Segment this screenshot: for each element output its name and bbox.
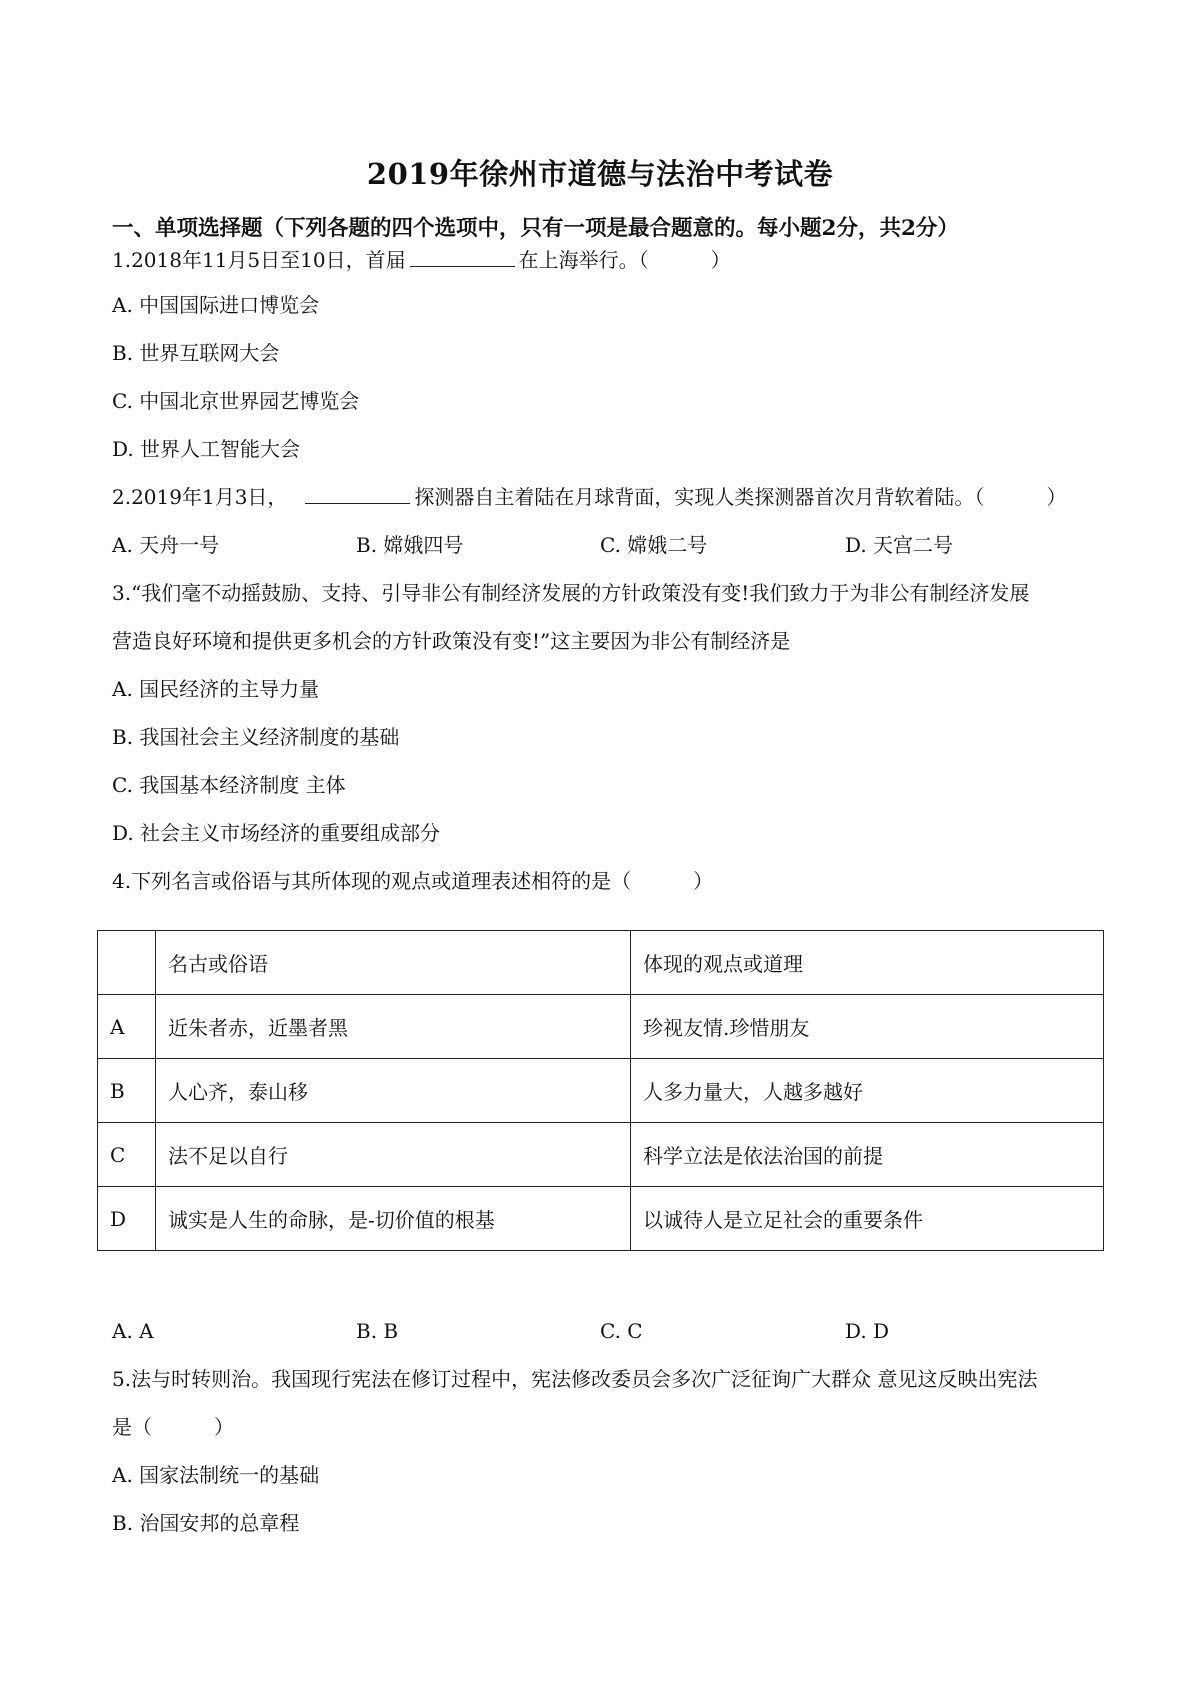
- table-cell: 近朱者赤，近墨者黑: [156, 995, 631, 1059]
- table-cell: 科学立法是依法治国的前提: [631, 1123, 1104, 1187]
- paren-close: ）: [1046, 485, 1067, 509]
- table-row: [98, 1059, 1104, 1123]
- question-text: 在上海举行。（: [518, 248, 649, 272]
- question-2-option-b: B. 嫦娥四号: [356, 533, 464, 557]
- question-3-option-a: A. 国民经济的主导力量: [112, 677, 320, 701]
- question-2-option-c: C. 嫦娥二号: [600, 533, 708, 557]
- table-row: [98, 995, 1104, 1059]
- table-cell: B: [98, 1059, 156, 1123]
- question-5-stem-line2: [112, 1412, 234, 1442]
- question-5-option-b: B. 治国安邦的总章程: [112, 1511, 300, 1535]
- paren-close: ）: [693, 869, 714, 893]
- table-cell: A: [98, 995, 156, 1059]
- table-cell: 珍视友情.珍惜朋友: [631, 995, 1104, 1059]
- question-3-option-d: D. 社会主义市场经济的重要组成部分: [112, 821, 441, 845]
- table-cell: 诚实是人生的命脉，是-切价值的根基: [156, 1187, 631, 1251]
- question-4-table: [97, 930, 1104, 1251]
- question-5-option-a: A. 国家法制统一的基础: [112, 1463, 320, 1487]
- question-text: 探测器自主着陆在月球背面，实现人类探测器首次月背软着陆。（: [414, 485, 985, 509]
- question-5-stem-line1: 5.法与时转则治。我国现行宪法在修订过程中，宪法修改委员会多次广泛征询广大群众 意见这反映出宪法: [112, 1367, 1038, 1391]
- question-1-stem: [112, 245, 731, 275]
- table-cell: C: [98, 1123, 156, 1187]
- table-header-cell: 体现的观点或道理: [631, 931, 1104, 995]
- question-2-stem: [112, 482, 1066, 512]
- question-4-option-d: D. D: [845, 1319, 890, 1343]
- question-1-option-d: D. 世界人工智能大会: [112, 437, 301, 461]
- section-heading: 一、单项选择题（下列各题的四个选项中，只有一项是最合题意的。每小题2分，共2分）: [112, 216, 959, 241]
- question-3-stem-line2: 营造良好环境和提供更多机会的方针政策没有变!”这主要因为非公有制经济是: [112, 629, 791, 653]
- table-row: [98, 1187, 1104, 1251]
- question-4-option-c: C. C: [600, 1319, 643, 1343]
- question-2-option-d: D. 天宫二号: [845, 533, 954, 557]
- table-cell: 法不足以自行: [156, 1123, 631, 1187]
- question-text: 4.下列名言或俗语与其所体现的观点或道理表述相符的是（: [112, 869, 632, 893]
- question-1-option-b: B. 世界互联网大会: [112, 341, 280, 365]
- page-title: 2019年徐州市道德与法治中考试卷: [366, 157, 834, 191]
- question-3-option-b: B. 我国社会主义经济制度的基础: [112, 725, 400, 749]
- table-cell: D: [98, 1187, 156, 1251]
- table-cell: 人心齐，泰山移: [156, 1059, 631, 1123]
- question-1-option-c: C. 中国北京世界园艺博览会: [112, 389, 360, 413]
- table-header-cell: 名古或俗语: [156, 931, 631, 995]
- table-cell: [98, 931, 156, 995]
- question-2-option-a: A. 天舟一号: [112, 533, 220, 557]
- question-4-option-b: B. B: [356, 1319, 399, 1343]
- question-text: 1.2018年11月5日至10日，首届: [112, 248, 406, 272]
- paren-close: ）: [214, 1415, 234, 1439]
- question-3-stem-line1: 3.“我们毫不动摇鼓励、支持、引导非公有制经济发展的方针政策没有变!我们致力于为非公有制经济发展: [112, 581, 1030, 605]
- table-header-row: [98, 931, 1104, 995]
- table-cell: 以诚待人是立足社会的重要条件: [631, 1187, 1104, 1251]
- question-text: 2.2019年1月3日，: [112, 485, 288, 509]
- fill-blank: [305, 483, 410, 504]
- table-row: [98, 1123, 1104, 1187]
- question-text: 是（: [112, 1415, 152, 1439]
- question-3-option-c: C. 我国基本经济制度 主体: [112, 773, 346, 797]
- table-cell: 人多力量大，人越多越好: [631, 1059, 1104, 1123]
- question-4-option-a: A. A: [112, 1319, 154, 1343]
- question-4-stem: [112, 866, 713, 896]
- question-1-option-a: A. 中国国际进口博览会: [112, 293, 320, 317]
- fill-blank: [410, 246, 515, 267]
- paren-close: ）: [710, 248, 731, 272]
